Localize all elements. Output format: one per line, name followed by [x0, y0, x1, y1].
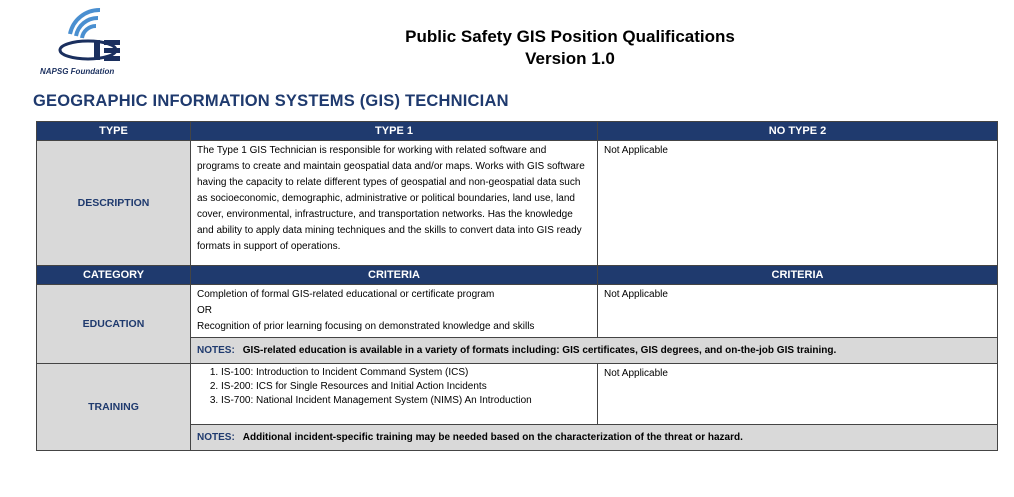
header-criteria-2: CRITERIA: [598, 266, 998, 285]
education-type2: Not Applicable: [598, 285, 998, 338]
logo-label: NAPSG Foundation: [40, 67, 115, 76]
header-type: TYPE: [37, 122, 191, 141]
education-line-2: OR: [197, 305, 212, 316]
section-title: GEOGRAPHIC INFORMATION SYSTEMS (GIS) TECHNICIAN: [33, 92, 509, 110]
description-row: [37, 141, 998, 266]
education-notes-text: GIS-related education is available in a variety of formats including: GIS certificates, GIS degrees, and on-the-job GIS training.: [242, 345, 837, 356]
training-type2: Not Applicable: [598, 364, 998, 425]
education-notes: [191, 338, 998, 364]
header-no-type2: NO TYPE 2: [598, 122, 998, 141]
header-criteria-1: CRITERIA: [191, 266, 598, 285]
training-notes: [191, 425, 998, 451]
qualifications-table: [36, 121, 998, 451]
education-line-1: Completion of formal GIS-related educational or certificate program: [197, 289, 495, 300]
description-label: DESCRIPTION: [37, 141, 191, 266]
education-line-3: Recognition of prior learning focusing on demonstrated knowledge and skills: [197, 321, 535, 332]
training-criteria: [191, 364, 598, 425]
education-criteria: [191, 285, 598, 338]
document-header: [330, 26, 810, 70]
training-notes-text: Additional incident-specific training may be needed based on the characterization of the threat or hazard.: [242, 432, 743, 443]
header-category: CATEGORY: [37, 266, 191, 285]
training-item: 2. IS-200: ICS for Single Resources and Initial Action Incidents: [221, 380, 591, 394]
description-type1: The Type 1 GIS Technician is responsible for working with related software and programs to create and maintain geospatial data and/or maps. Works with GIS software having the capacity to relate different types of geospatial and non-geospatial data such as socioeconomic, demographic, administrative or political boundaries, land use, land cover, environmental, infrastructure, and transportation networks. Has the knowledge and ability to apply data mining techniques and the skills to convert data into GIS ready formats in support of operations.: [191, 141, 598, 266]
napsg-logo: [40, 4, 136, 78]
header-type1: TYPE 1: [191, 122, 598, 141]
document-version: Version 1.0: [525, 49, 615, 68]
document-title: Public Safety GIS Position Qualifications: [405, 27, 735, 46]
training-list: [197, 366, 591, 408]
napsg-logo-icon: [40, 4, 136, 70]
description-type2: Not Applicable: [598, 141, 998, 266]
category-header-row: [37, 266, 998, 285]
training-item: 1. IS-100: Introduction to Incident Command System (ICS): [221, 366, 591, 380]
training-row: [37, 364, 998, 425]
table-header-row: [37, 122, 998, 141]
training-item: 3. IS-700: National Incident Management System (NIMS) An Introduction: [221, 394, 591, 408]
education-label: EDUCATION: [37, 285, 191, 364]
education-notes-label: NOTES:: [197, 345, 235, 356]
training-notes-label: NOTES:: [197, 432, 235, 443]
training-label: TRAINING: [37, 364, 191, 451]
education-row: [37, 285, 998, 338]
